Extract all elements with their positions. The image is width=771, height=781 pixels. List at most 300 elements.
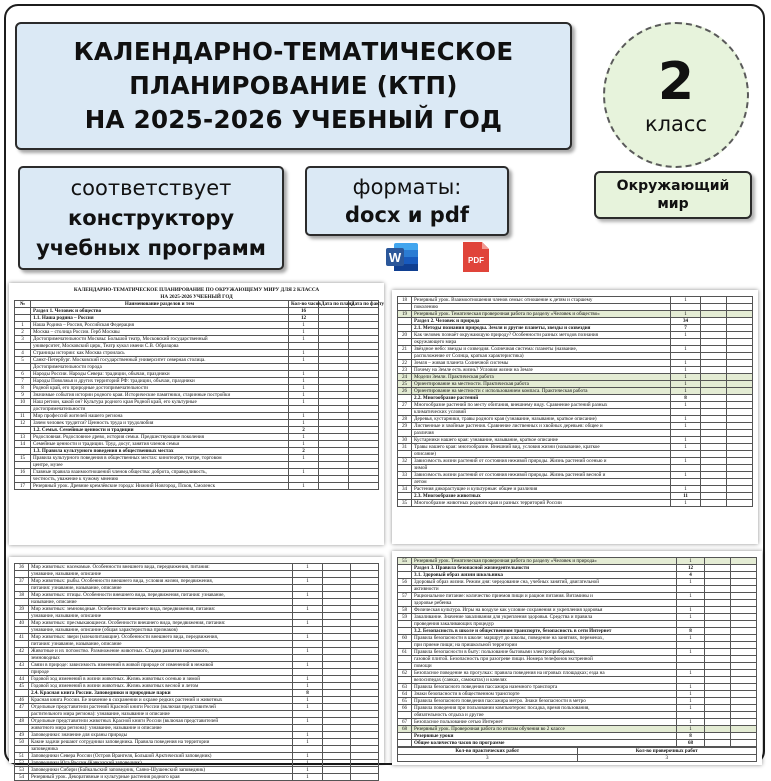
row-topic: Лиственные и хвойные растения. Сравнение лиственных и хвойных деревьев: общее и	[412, 423, 671, 430]
row-date	[731, 726, 757, 733]
row-date	[351, 571, 379, 578]
row-date	[727, 402, 753, 409]
row-topic: Заповедники: значение для охраны природы	[29, 732, 293, 739]
row-date	[731, 670, 757, 677]
row-date	[351, 641, 379, 648]
row-date	[351, 599, 379, 606]
row-number: 63	[398, 684, 412, 691]
row-date	[319, 483, 349, 490]
conforms-line-3: учебных программ	[36, 236, 266, 260]
row-date	[319, 315, 349, 322]
row-number: 36	[15, 564, 29, 571]
row-date	[351, 676, 379, 683]
row-number	[15, 406, 31, 413]
row-date	[727, 367, 753, 374]
table-row	[15, 683, 379, 690]
row-number: 53	[15, 767, 29, 774]
table-row	[398, 593, 757, 600]
row-topic: Правила безопасного поведения пассажира наземного транспорта	[412, 684, 677, 691]
row-hours: 1	[677, 614, 705, 621]
row-hours	[289, 364, 319, 371]
table-row	[398, 318, 753, 325]
row-hours: 1	[293, 592, 323, 599]
row-date	[727, 318, 753, 325]
col-header: Наименование разделов и тем	[31, 301, 289, 308]
row-topic: питания: узнавание, называние, описание	[29, 585, 293, 592]
table-row	[398, 339, 753, 346]
row-date	[727, 374, 753, 381]
row-hours	[677, 600, 705, 607]
row-hours: 1	[293, 662, 323, 669]
row-hours: 1	[293, 564, 323, 571]
row-number: 57	[398, 593, 412, 600]
row-topic: Мир животных: рыбы. Особенности внешнего вида, условия жизни, передвижения,	[29, 578, 293, 585]
row-number: 46	[15, 697, 29, 704]
row-date	[349, 483, 379, 490]
row-number	[15, 641, 29, 648]
row-number: 35	[398, 500, 412, 507]
row-topic: Раздел 3. Правила безопасной жизнедеятельности	[412, 565, 677, 572]
row-number: 68	[398, 726, 412, 733]
row-number: 62	[398, 670, 412, 677]
table-row	[15, 462, 379, 469]
table-row	[15, 648, 379, 655]
row-number: 31	[398, 444, 412, 451]
row-hours: 1	[671, 374, 701, 381]
row-topic: Правила культурного поведения в общественных местах: кинотеатре, театре, торговом	[31, 455, 289, 462]
row-date	[319, 350, 349, 357]
doc-table-bottom-left	[14, 563, 379, 781]
row-date	[731, 691, 757, 698]
table-row	[15, 413, 379, 420]
row-date	[323, 683, 351, 690]
row-hours: 1	[289, 385, 319, 392]
row-date	[701, 374, 727, 381]
row-hours	[671, 339, 701, 346]
row-date	[705, 677, 731, 684]
table-row	[398, 642, 757, 649]
row-date	[349, 399, 379, 406]
row-number	[398, 663, 412, 670]
table-row	[15, 392, 379, 399]
row-number: 23	[398, 367, 412, 374]
table-row	[398, 656, 757, 663]
table-row	[15, 599, 379, 606]
row-hours: 1	[671, 444, 701, 451]
row-topic: Резервный урок. Тематическая проверочная работа по разделу «Человек и природа»	[412, 558, 677, 565]
row-topic: Красная книга России. Ее значение в сохранении и охране редких растений и животных	[29, 697, 293, 704]
row-number	[398, 430, 412, 437]
row-date	[351, 767, 379, 774]
table-row	[15, 434, 379, 441]
row-topic: активности	[412, 586, 677, 593]
row-date	[731, 586, 757, 593]
row-date	[701, 388, 727, 395]
row-topic: Здоровый образ жизни. Режим дня: чередование сна, учебных занятий, двигательной	[412, 579, 677, 586]
row-date	[323, 627, 351, 634]
table-row	[398, 712, 757, 719]
row-topic: поколению	[412, 304, 671, 311]
table-row	[398, 635, 757, 642]
table-row	[15, 690, 379, 697]
row-date	[319, 420, 349, 427]
row-date	[323, 704, 351, 711]
formats-badge	[305, 166, 509, 236]
row-topic: центре, музее	[31, 462, 289, 469]
row-topic: Резервный урок. Взаимоотношения членов семьи: отношение к детям и старшему	[412, 297, 671, 304]
row-hours: 1	[293, 697, 323, 704]
row-date	[701, 472, 727, 479]
row-date	[323, 571, 351, 578]
row-topic: Ориентирование на местности. Практическая работа	[412, 381, 671, 388]
row-hours: 1	[289, 357, 319, 364]
row-hours: 1	[677, 649, 705, 656]
row-date	[701, 346, 727, 353]
row-date	[701, 318, 727, 325]
row-date	[349, 322, 379, 329]
row-date	[351, 690, 379, 697]
title-line-3: НА 2025-2026 УЧЕБНЫЙ ГОД	[84, 105, 503, 134]
row-number	[398, 621, 412, 628]
row-date	[705, 670, 731, 677]
row-hours: 1	[671, 367, 701, 374]
row-number	[15, 462, 31, 469]
row-number	[398, 325, 412, 332]
row-hours: 1	[293, 732, 323, 739]
row-date	[701, 353, 727, 360]
table-row	[15, 585, 379, 592]
table-row	[398, 451, 753, 458]
row-topic: 1.3. Правила культурного поведения в общественных местах	[31, 448, 289, 455]
row-topic: узнавание, называние, описание (общая характеристика признаков)	[29, 627, 293, 634]
row-number	[398, 304, 412, 311]
row-number	[15, 746, 29, 753]
row-topic: 2.3. Многообразие животных	[412, 493, 671, 500]
row-topic: Мир животных: звери (млекопитающие). Особенности внешнего вида, передвижения,	[29, 634, 293, 641]
table-row	[398, 346, 753, 353]
row-number: 12	[15, 420, 31, 427]
row-topic: Родословная. Родословное древо, история семьи. Предшествующие поколения	[31, 434, 289, 441]
row-number	[398, 740, 412, 747]
row-topic: Зачем человек трудится? Ценность труда и трудолюбия	[31, 420, 289, 427]
row-hours: 1	[293, 718, 323, 725]
table-row	[15, 322, 379, 329]
table-row	[15, 483, 379, 490]
row-date	[319, 476, 349, 483]
row-date	[349, 336, 379, 343]
row-hours	[289, 462, 319, 469]
row-date	[701, 444, 727, 451]
row-hours: 1	[677, 670, 705, 677]
row-date	[701, 332, 727, 339]
table-row	[15, 760, 379, 767]
row-hours	[293, 613, 323, 620]
row-date	[705, 607, 731, 614]
doc-preview-bottom-right	[392, 551, 762, 765]
row-number: 38	[15, 592, 29, 599]
row-topic: Физическая культура. Игры на воздухе как условие сохранения и укрепления здоровья	[412, 607, 677, 614]
row-date	[705, 705, 731, 712]
row-date	[727, 311, 753, 318]
row-date	[727, 500, 753, 507]
table-row	[398, 395, 753, 402]
row-date	[349, 329, 379, 336]
row-date	[731, 705, 757, 712]
row-topic: зимой	[412, 465, 671, 472]
row-hours: 8	[677, 733, 705, 740]
row-hours: 1	[677, 635, 705, 642]
row-topic: 3.1. Здоровый образ жизни школьника	[412, 572, 677, 579]
row-number	[15, 448, 31, 455]
row-hours: 1	[677, 698, 705, 705]
row-date	[323, 767, 351, 774]
table-row	[398, 740, 757, 747]
row-date	[731, 719, 757, 726]
row-hours	[293, 669, 323, 676]
table-row	[15, 697, 379, 704]
row-date	[349, 427, 379, 434]
row-date	[731, 621, 757, 628]
row-date	[323, 648, 351, 655]
row-date	[727, 430, 753, 437]
row-topic: Правила безопасности в быту: пользование бытовыми электроприборами,	[412, 649, 677, 656]
row-date	[705, 586, 731, 593]
row-hours: 8	[671, 395, 701, 402]
row-number	[398, 586, 412, 593]
table-row	[15, 627, 379, 634]
row-date	[351, 760, 379, 767]
row-date	[701, 430, 727, 437]
doc-preview-bottom-left	[9, 557, 384, 780]
row-date	[349, 371, 379, 378]
row-number: 32	[398, 458, 412, 465]
row-hours: 1	[671, 388, 701, 395]
row-topic: узнавание, называние, описание	[29, 571, 293, 578]
row-number: 34	[398, 486, 412, 493]
row-topic: Какие задачи решают сотрудники заповедника. Правила поведения на территории	[29, 739, 293, 746]
row-date	[701, 367, 727, 374]
row-topic: климатических условий	[412, 409, 671, 416]
footer-value: 3	[398, 755, 578, 762]
row-number: 5	[15, 357, 31, 364]
row-date	[727, 486, 753, 493]
row-number: 37	[15, 578, 29, 585]
row-topic: Кустарники нашего края: узнавание, называние, краткое описание	[412, 437, 671, 444]
row-hours	[293, 655, 323, 662]
row-number: 49	[15, 732, 29, 739]
row-date	[731, 593, 757, 600]
row-date	[731, 565, 757, 572]
row-number	[15, 613, 29, 620]
table-row	[398, 670, 757, 677]
table-row	[398, 719, 757, 726]
row-topic: Раздел 1. Человек и общество	[31, 308, 289, 315]
row-number	[398, 712, 412, 719]
table-row	[15, 350, 379, 357]
row-number: 61	[398, 649, 412, 656]
row-date	[351, 578, 379, 585]
row-topic: заповедника	[29, 746, 293, 753]
table-row	[398, 677, 757, 684]
row-topic: Мир животных: пресмыкающиеся. Особенности внешнего вида, передвижения, питания:	[29, 620, 293, 627]
table-row	[398, 423, 753, 430]
row-date	[705, 712, 731, 719]
row-hours	[293, 725, 323, 732]
row-topic: 2.2. Многообразие растений	[412, 395, 671, 402]
row-date	[727, 297, 753, 304]
row-hours: 1	[289, 441, 319, 448]
row-date	[351, 662, 379, 669]
row-date	[731, 677, 757, 684]
row-hours	[671, 451, 701, 458]
row-hours: 1	[293, 767, 323, 774]
row-date	[319, 406, 349, 413]
row-number: 18	[398, 297, 412, 304]
row-date	[351, 634, 379, 641]
row-topic: Мир животных: насекомые. Особенности внешнего вида, передвижения, питания:	[29, 564, 293, 571]
row-number: 52	[15, 760, 29, 767]
row-topic: помощи	[412, 663, 677, 670]
col-header: №	[15, 301, 31, 308]
row-date	[705, 649, 731, 656]
row-date	[701, 437, 727, 444]
row-date	[351, 697, 379, 704]
row-date	[701, 493, 727, 500]
row-number	[398, 677, 412, 684]
row-date	[319, 329, 349, 336]
table-row	[398, 726, 757, 733]
table-row	[15, 662, 379, 669]
row-date	[323, 732, 351, 739]
table-row	[398, 649, 757, 656]
row-date	[701, 486, 727, 493]
row-number	[15, 585, 29, 592]
table-row	[398, 472, 753, 479]
row-date	[351, 774, 379, 781]
table-row	[398, 437, 753, 444]
row-number	[15, 599, 29, 606]
row-hours: 8	[677, 628, 705, 635]
page-title	[15, 22, 572, 150]
row-date	[323, 718, 351, 725]
row-date	[323, 697, 351, 704]
row-hours: 1	[293, 760, 323, 767]
row-date	[319, 434, 349, 441]
row-number: 25	[398, 381, 412, 388]
row-date	[705, 600, 731, 607]
row-hours	[293, 571, 323, 578]
row-date	[349, 413, 379, 420]
row-date	[323, 690, 351, 697]
row-date	[351, 620, 379, 627]
table-row	[398, 500, 753, 507]
row-date	[731, 733, 757, 740]
row-topic: Резервный урок. Декоративные и культурные растения родного края	[29, 774, 293, 781]
row-date	[705, 565, 731, 572]
row-date	[705, 726, 731, 733]
table-row	[398, 479, 753, 486]
row-date	[705, 593, 731, 600]
row-number: 17	[15, 483, 31, 490]
row-date	[701, 479, 727, 486]
table-row	[398, 374, 753, 381]
row-hours	[677, 677, 705, 684]
row-hours: 11	[671, 493, 701, 500]
table-row	[398, 402, 753, 409]
row-number	[15, 571, 29, 578]
grade-badge	[603, 22, 749, 168]
row-topic: описание)	[412, 451, 671, 458]
table-row	[15, 592, 379, 599]
row-date	[701, 311, 727, 318]
col-header: Дата по плану	[319, 301, 349, 308]
doc-table-top-left	[14, 300, 385, 490]
row-hours: 1	[677, 593, 705, 600]
row-number	[398, 493, 412, 500]
formats-line-2: docx и pdf	[345, 203, 469, 227]
row-number	[398, 642, 412, 649]
row-date	[349, 469, 379, 476]
table-row	[15, 399, 379, 406]
row-number	[398, 572, 412, 579]
row-date	[319, 392, 349, 399]
row-date	[727, 346, 753, 353]
row-date	[349, 350, 379, 357]
table-row	[398, 600, 757, 607]
row-date	[727, 325, 753, 332]
row-date	[705, 621, 731, 628]
row-number: 29	[398, 423, 412, 430]
row-hours: 1	[289, 469, 319, 476]
row-topic: Как человек познаёт окружающую природу? Особенности разных методов познания	[412, 332, 671, 339]
row-hours: 7	[671, 325, 701, 332]
row-date	[351, 753, 379, 760]
row-topic: окружающего мира	[412, 339, 671, 346]
row-topic: Безопасное пользование сетью Интернет	[412, 719, 677, 726]
row-hours: 1	[293, 676, 323, 683]
table-row	[398, 628, 757, 635]
title-line-1: КАЛЕНДАРНО-ТЕМАТИЧЕСКОЕ	[73, 37, 514, 66]
row-number	[398, 339, 412, 346]
row-topic: Рациональное питание: количество приемов пищи и рацион питания. Витамины и	[412, 593, 677, 600]
row-date	[349, 455, 379, 462]
table-row	[15, 308, 379, 315]
word-icon	[385, 241, 419, 273]
table-row	[15, 420, 379, 427]
row-topic: Правила безопасности в школе: маршрут до школы, поведение на занятиях, переменах,	[412, 635, 677, 642]
row-number	[15, 725, 29, 732]
row-topic: Связи в природе: зависимость изменений в живой природе от изменений в неживой	[29, 662, 293, 669]
grade-number: 2	[657, 52, 695, 112]
row-hours: 1	[671, 346, 701, 353]
row-date	[351, 669, 379, 676]
row-date	[727, 360, 753, 367]
row-date	[701, 402, 727, 409]
row-hours: 1	[671, 402, 701, 409]
table-row	[398, 325, 753, 332]
row-number: 15	[15, 455, 31, 462]
table-row	[398, 733, 757, 740]
table-row	[15, 476, 379, 483]
table-row	[15, 329, 379, 336]
table-row	[15, 704, 379, 711]
row-hours	[289, 343, 319, 350]
row-hours	[671, 479, 701, 486]
row-number: 60	[398, 635, 412, 642]
table-row	[15, 606, 379, 613]
table-row	[398, 614, 757, 621]
table-row	[398, 705, 757, 712]
